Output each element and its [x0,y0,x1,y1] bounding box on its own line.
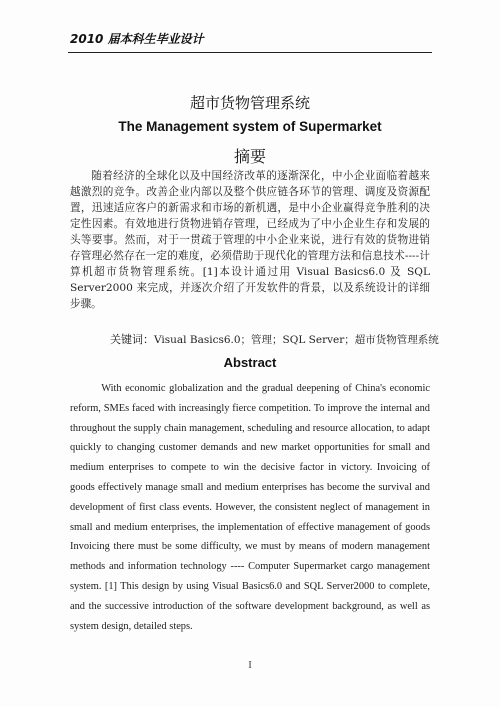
title-english: The Management system of Supermarket [118,119,382,134]
header-rule [68,52,432,53]
abstract-cn-heading: 摘要 [233,147,266,166]
abstract-en-heading: Abstract [223,355,277,370]
keywords-line [110,331,439,347]
title-chinese: 超市货物管理系统 [189,94,310,112]
keywords-value: Visual Basics6.0；管理；SQL Server；超市货物管理系统 [154,334,439,346]
abstract-cn-body: 随着经济的全球化以及中国经济改革的逐渐深化，中小企业面临着越来越激烈的竞争。改善企业内部以及整个供应链各环节的管理、调度及资源配置，迅速适应客户的新需求和市场的新机遇，是中小企业赢得竞争胜利的决定性因素。有效地进行货物进销存管理，已经成为了中小企业生存和发展的头等要事。然而，对于一贯疏于管理的中小企业来说，进行有效的货物进销存管理必然存在一定的难度，必须借助于现代化的管理方法和信息技术----计算机超市货物管理系统。[1]本设计通过用 Visual Basics6.0 及 SQL Server2000 来完成，并逐次介绍了开发软件的背景，以及系统设计的详细步骤。 [70,170,430,310]
running-header: 2010 届本科生毕业设计 [70,32,204,46]
abstract-en-body: With economic globalization and the gradual deepening of China's economic reform, SMEs faced with increasingly fierce competition. To improve the internal and throughout the supply chain management, scheduling and resource allocation, to adapt quickly to changing customer demands and new market opportunities for small and medium enterprises to compete to win the decisive factor in victory. Invoicing of goods effectively manage small and medium enterprises has become the survival and development of first class events. However, the consistent neglect of management in small and medium enterprises, the implementation of effective management of goods Invoicing there must be some difficulty, we must by means of modern management methods and information technology ---- Computer Supermarket cargo management system. [1] This design by using Visual Basics6.0 and SQL Server2000 to complete, and the successive introduction of the software development background, as well as system design, detailed steps. [70,383,430,632]
page-number: I [248,660,252,671]
keywords-label: 关键词： [110,333,154,346]
